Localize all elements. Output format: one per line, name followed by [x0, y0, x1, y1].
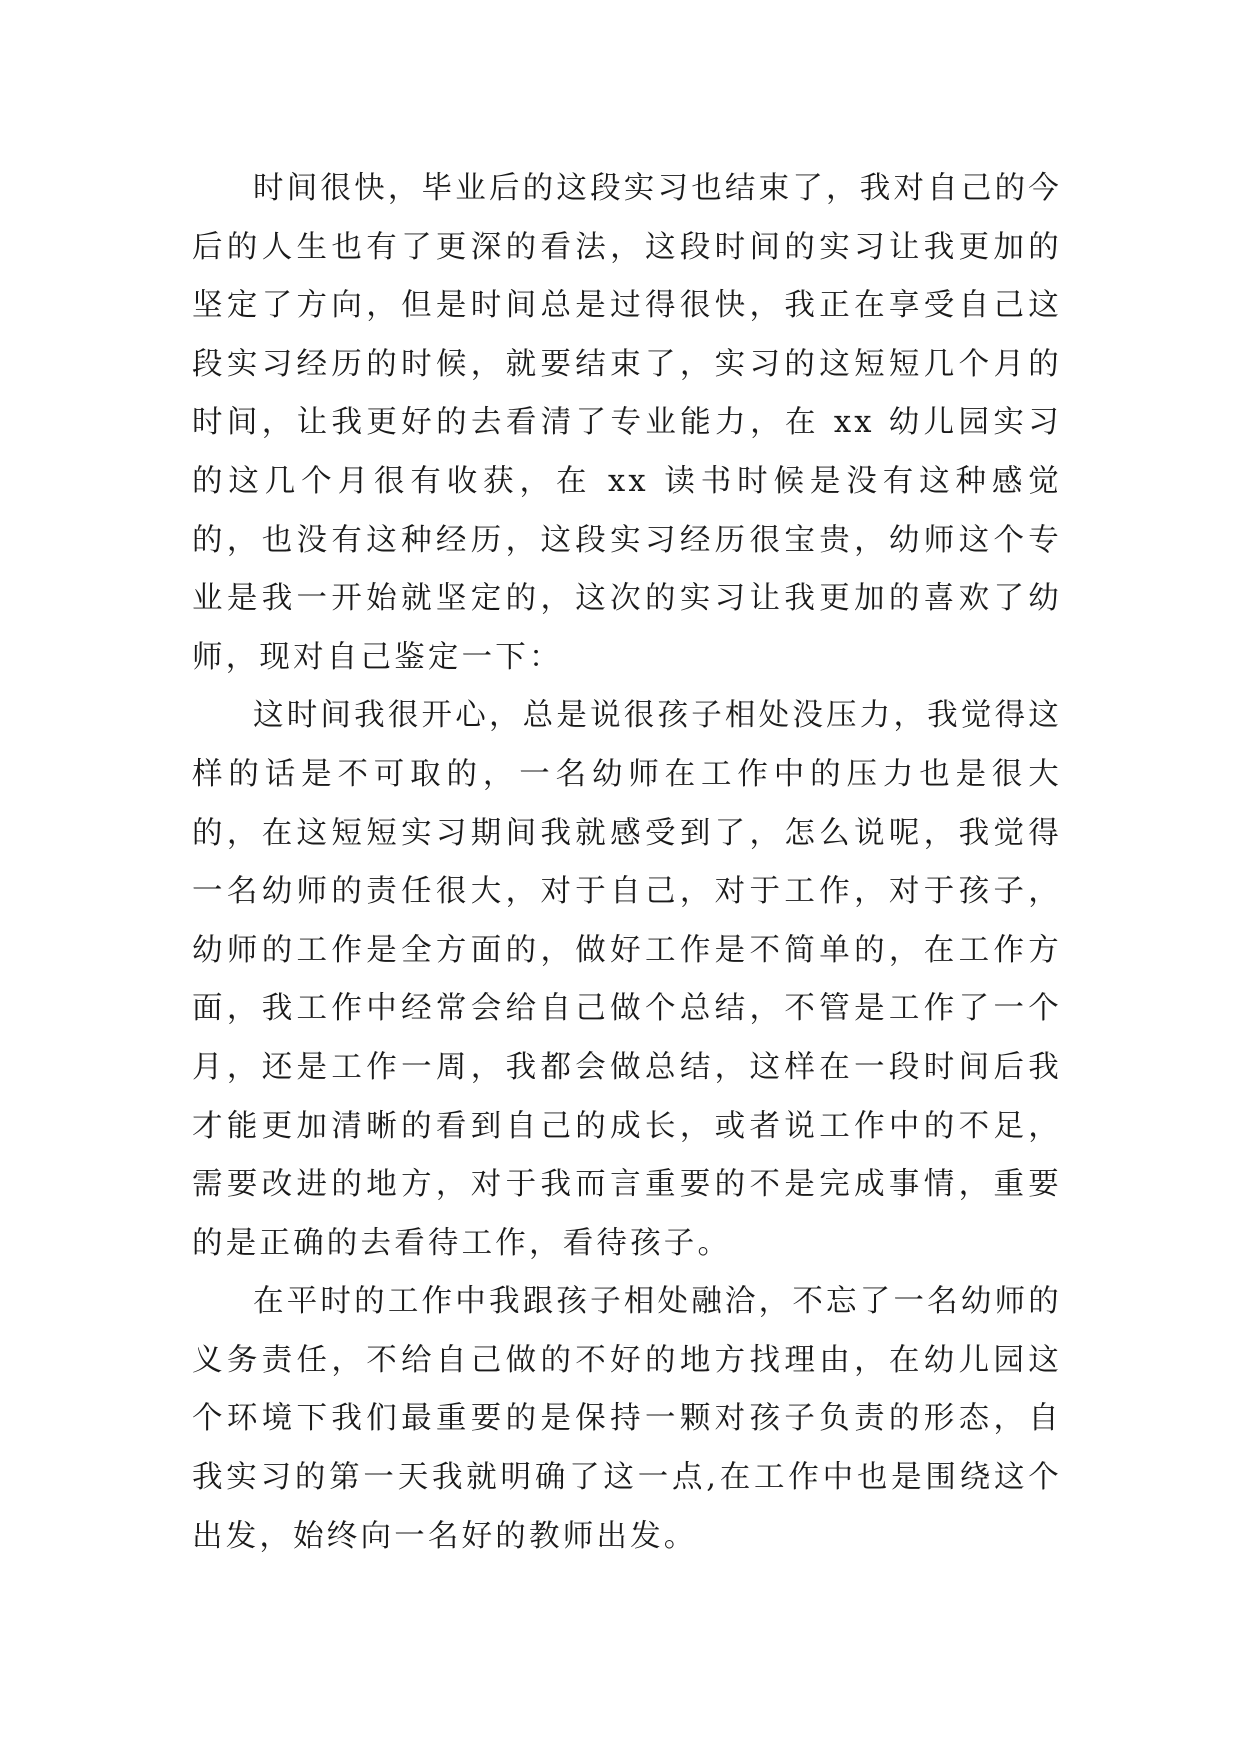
paragraph-1: 时间很快，毕业后的这段实习也结束了，我对自己的今后的人生也有了更深的看法，这段时间的实习让我更加的坚定了方向，但是时间总是过得很快，我正在享受自己这段实习经历的时候，就要结束了，实习的这短短几个月的时间，让我更好的去看清了专业能力，在 xx 幼儿园实习的这几个月很有收获，在 xx 读书时候是没有这种感觉的，也没有这种经历，这段实习经历很宝贵，幼师这个专业是我一开始就坚定的，这次的实习让我更加的喜欢了幼师，现对自己鉴定一下：: [192, 171, 1062, 675]
paragraph-3: 在平时的工作中我跟孩子相处融洽，不忘了一名幼师的义务责任，不给自己做的不好的地方找理由，在幼儿园这个环境下我们最重要的是保持一颗对孩子负责的形态，自我实习的第一天我就明确了这一点,在工作中也是围绕这个出发，始终向一名好的教师出发。: [192, 1284, 1062, 1554]
document-body: [192, 160, 1062, 1566]
paragraph-2: 这时间我很开心，总是说很孩子相处没压力，我觉得这样的话是不可取的，一名幼师在工作中的压力也是很大的，在这短短实习期间我就感受到了，怎么说呢，我觉得一名幼师的责任很大，对于自己，对于工作，对于孩子，幼师的工作是全方面的，做好工作是不简单的，在工作方面，我工作中经常会给自己做个总结，不管是工作了一个月，还是工作一周，我都会做总结，这样在一段时间后我才能更加清晰的看到自己的成长，或者说工作中的不足，需要改进的地方，对于我而言重要的不是完成事情，重要的是正确的去看待工作，看待孩子。: [192, 698, 1062, 1261]
